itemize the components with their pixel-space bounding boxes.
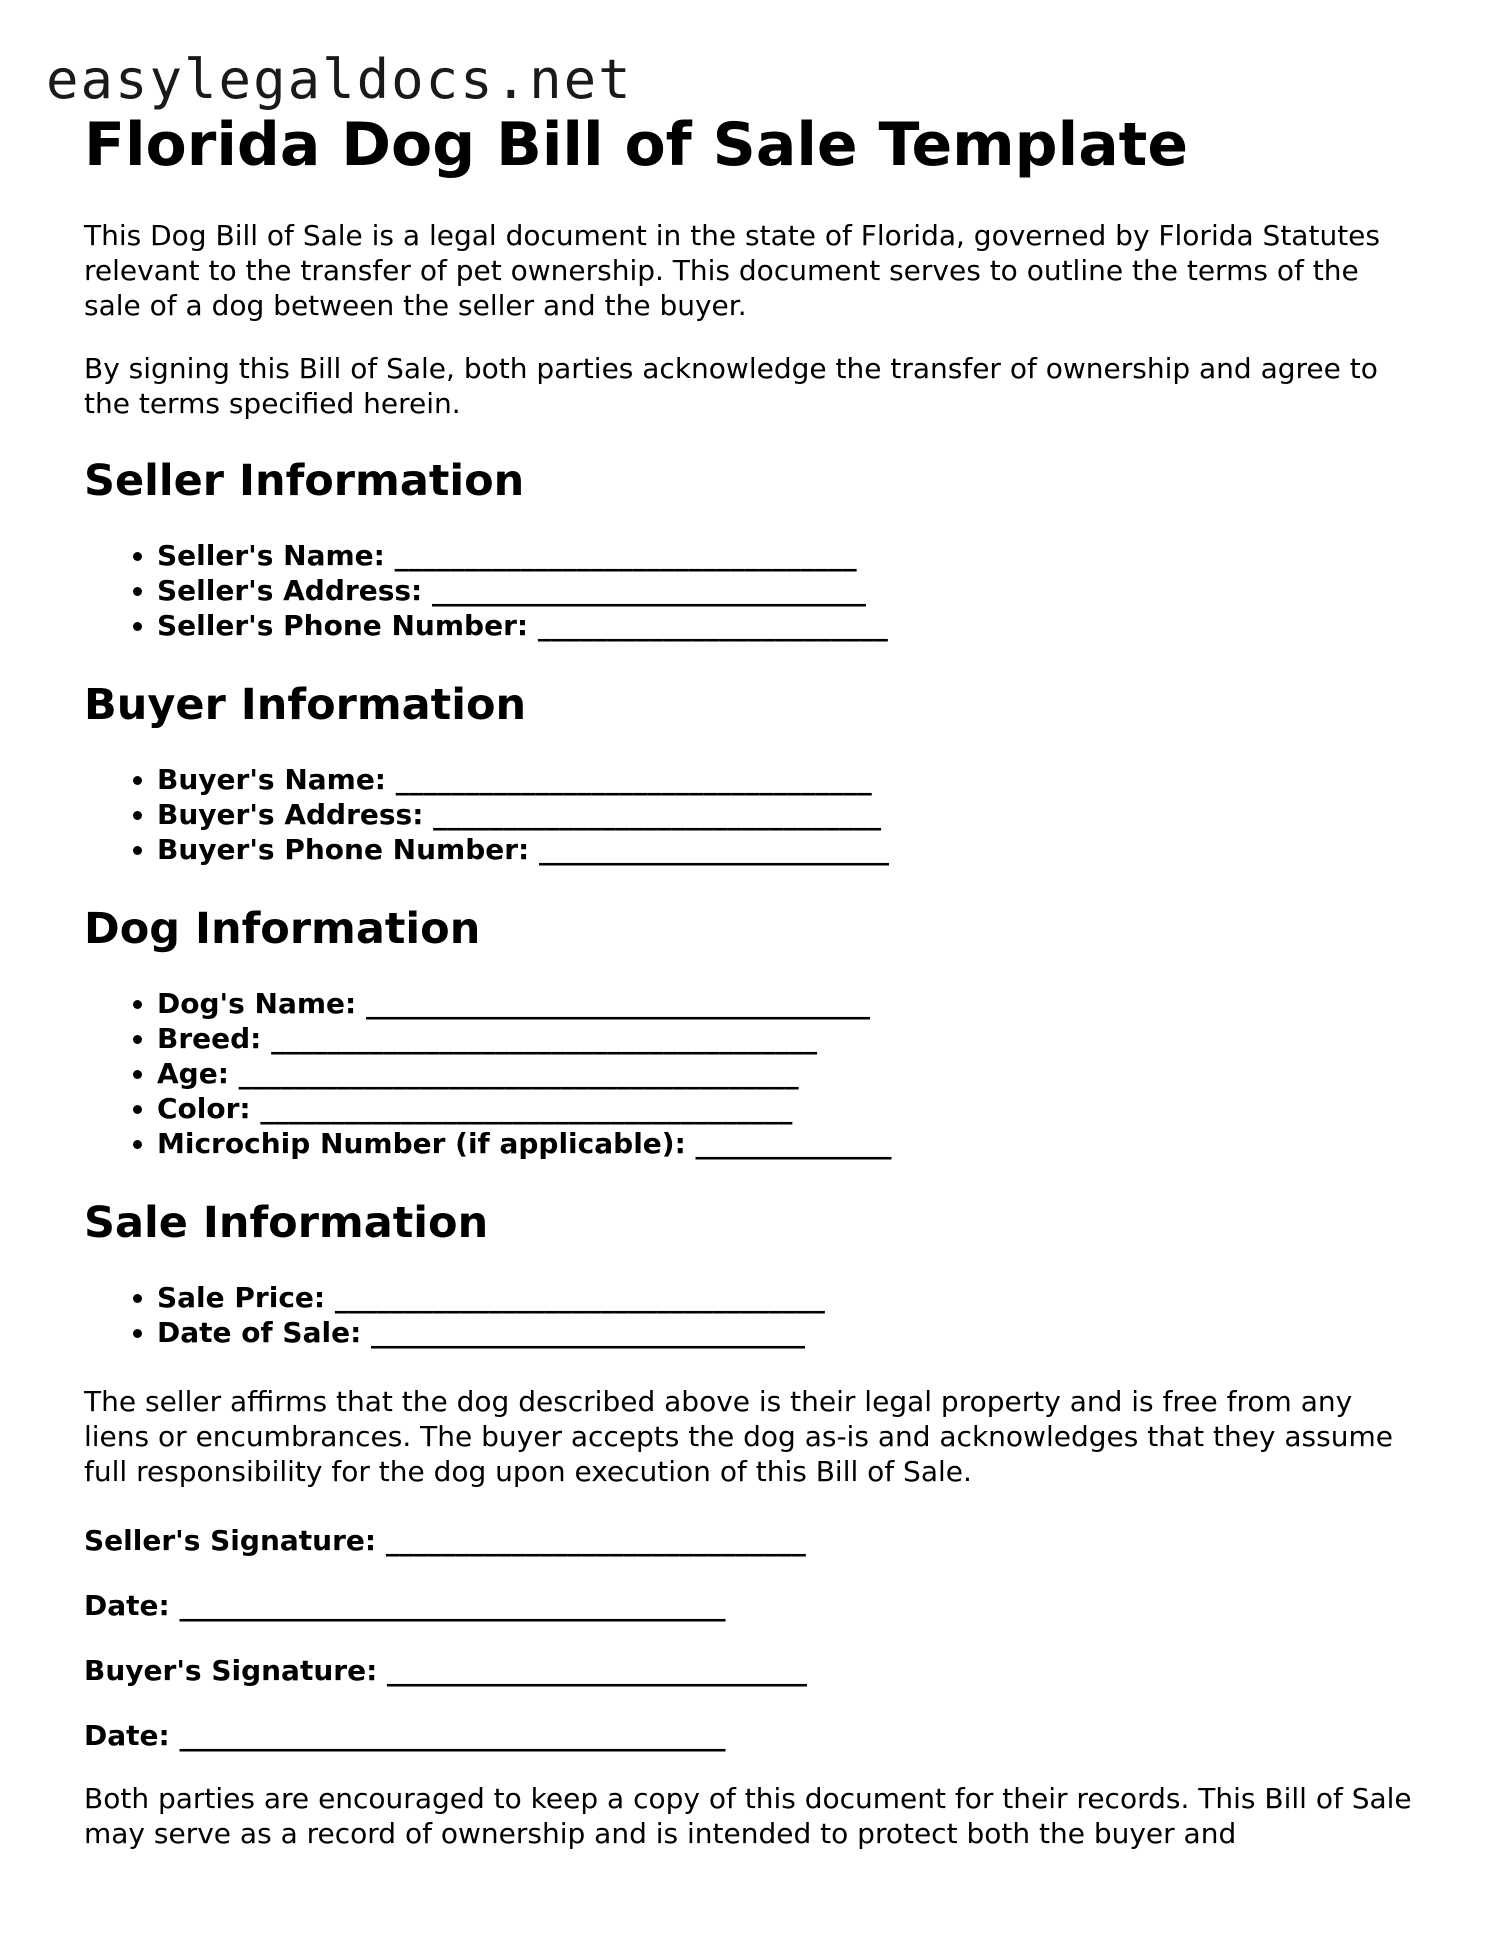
document-title: Florida Dog Bill of Sale Template (84, 110, 1189, 180)
sale-date-field: • Date of Sale: _______________________________ (157, 1315, 1424, 1350)
buyer-address-field: • Buyer's Address: ________________________________ (157, 797, 1424, 832)
seller-name-field: • Seller's Name: _________________________________ (157, 538, 1424, 573)
dog-color-field: • Color: ______________________________________ (157, 1091, 1424, 1126)
dog-field-list (84, 986, 1424, 1161)
dog-section-heading: Dog Information (84, 904, 481, 954)
seller-section-heading: Seller Information (84, 456, 525, 506)
seller-phone-field: • Seller's Phone Number: _________________________ (157, 608, 1424, 643)
dog-age-field: • Age: ________________________________________ (157, 1056, 1424, 1091)
buyer-signature-line: Buyer's Signature: ______________________________ (84, 1654, 808, 1687)
dog-breed-field: • Breed: _______________________________________ (157, 1021, 1424, 1056)
seller-address-field: • Seller's Address: _______________________________ (157, 573, 1424, 608)
intro-paragraph-2: By signing this Bill of Sale, both parties acknowledge the transfer of ownership and agree to the terms specified herein. (84, 352, 1378, 420)
buyer-name-field: • Buyer's Name: __________________________________ (157, 762, 1424, 797)
sale-field-list (84, 1280, 1424, 1350)
document-body (84, 110, 1424, 1851)
site-watermark: easylegaldocs.net (46, 48, 633, 111)
sale-section-heading: Sale Information (84, 1198, 489, 1248)
buyer-date-line: Date: _______________________________________ (84, 1719, 726, 1752)
closing-paragraph: The seller affirms that the dog described above is their legal property and is free from any liens or encumbrances. The buyer accepts the dog as-is and acknowledges that they assume full responsibility for the dog upon execution of this Bill of Sale. (84, 1385, 1393, 1488)
seller-field-list (84, 538, 1424, 643)
sale-price-field: • Sale Price: ___________________________________ (157, 1280, 1424, 1315)
final-paragraph: Both parties are encouraged to keep a copy of this document for their records. This Bill of Sale may serve as a record of ownership and is intended to protect both the buyer and (84, 1782, 1412, 1850)
buyer-field-list (84, 762, 1424, 867)
dog-name-field: • Dog's Name: ____________________________________ (157, 986, 1424, 1021)
intro-paragraph-1: This Dog Bill of Sale is a legal document in the state of Florida, governed by Florida Statutes relevant to the transfer of pet ownership. This document serves to outline the terms of the sale of a dog between the seller and the buyer. (84, 219, 1380, 322)
seller-signature-line: Seller's Signature: ______________________________ (84, 1524, 806, 1557)
buyer-section-heading: Buyer Information (84, 680, 527, 730)
dog-microchip-field: • Microchip Number (if applicable): ______________ (157, 1126, 1424, 1161)
seller-date-line: Date: _______________________________________ (84, 1589, 726, 1622)
buyer-phone-field: • Buyer's Phone Number: _________________________ (157, 832, 1424, 867)
